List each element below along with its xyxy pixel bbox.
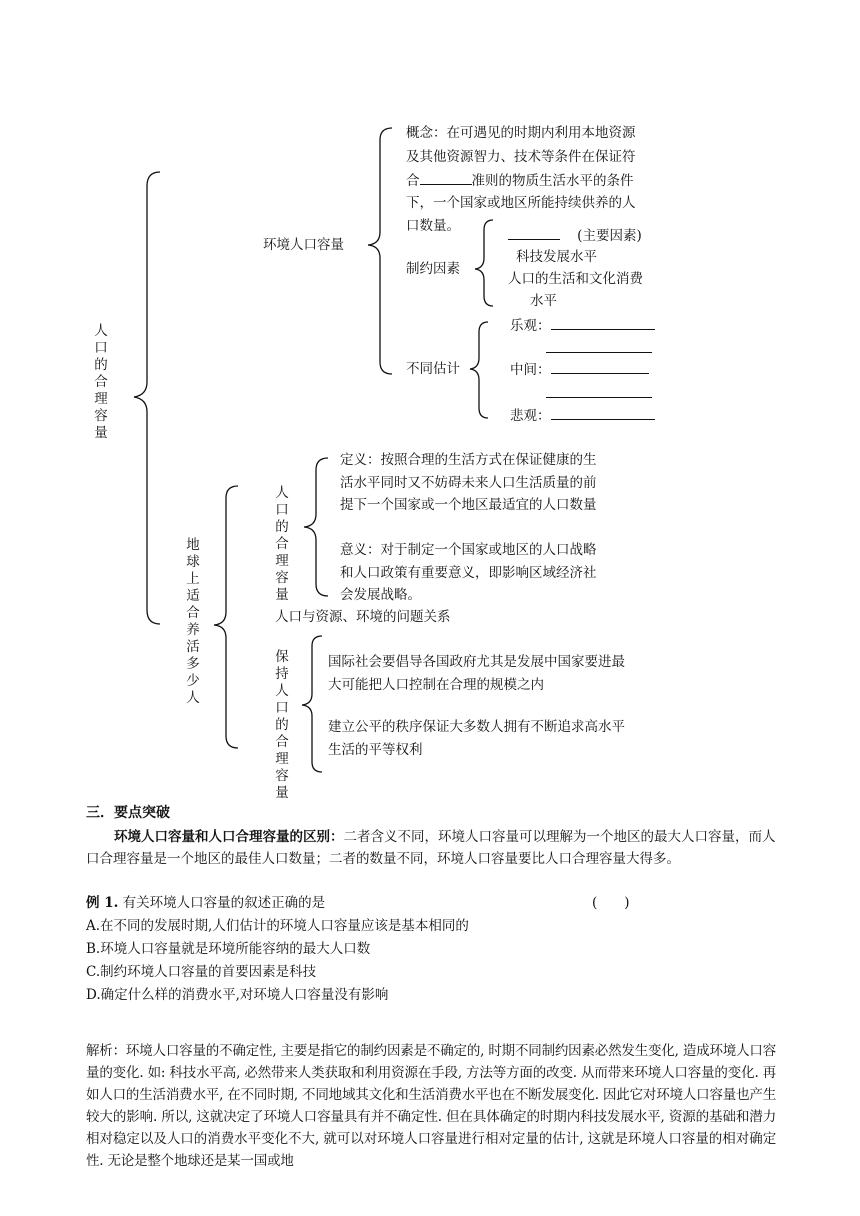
keep-line-4: 生活的平等权利 <box>328 742 423 758</box>
definition-line-3: 提下一个国家或一个地区最适宜的人口数量 <box>340 497 597 513</box>
root-brace <box>134 172 160 624</box>
estimate-optimistic-blank <box>551 315 655 330</box>
example-question-text: 有关环境人口容量的叙述正确的是 <box>122 895 326 911</box>
keep-line-1: 国际社会要倡导各国政府尤其是发展中国家要进最 <box>328 654 625 670</box>
concept-line-4: 下，一个国家或地区所能持续供养的人 <box>406 195 636 211</box>
estimate-middle-label: 中间： <box>510 362 551 378</box>
constraint-consumption-2: 水平 <box>530 293 557 309</box>
keep-line-2: 大可能把人口控制在合理的规模之内 <box>328 677 544 693</box>
option-d: D.确定什么样的消费水平,对环境人口容量没有影响 <box>86 987 389 1003</box>
option-c: C.制约环境人口容量的首要因素是科技 <box>86 964 317 980</box>
estimate-optimistic-blank-2 <box>546 338 652 359</box>
root-label: 人口的合理容量 <box>94 323 108 441</box>
concept-line-2: 及其他资源智力、技术等条件在保证符 <box>406 149 636 165</box>
difference-text: 二者含义不同，环境人口容量可以理解为一个地区的最大人口容量，而人口合理容量是一个地区的最佳人口数量；二者的数量不同，环境人口容量要比人口合理容量大得多。 <box>86 829 776 867</box>
estimate-pessimistic-label: 悲观： <box>510 408 551 424</box>
section-heading: 三．要点突破 <box>86 805 170 821</box>
concept-prefix: 合 <box>406 173 420 189</box>
difference-paragraph <box>86 826 776 870</box>
earth-label: 地球上适合养活多少人 <box>186 537 200 706</box>
meaning-line-3: 会发展战略。 <box>340 587 421 603</box>
meaning-line-1: 意义：对于制定一个国家或地区的人口战略 <box>340 542 597 558</box>
relation-label: 人口与资源、环境的问题关系 <box>275 609 451 625</box>
constraint-blank <box>508 225 560 240</box>
example-question <box>86 893 325 913</box>
analysis-paragraph: 解析：环境人口容量的不确定性, 主要是指它的制约因素是不确定的, 时期不同制约因素必然发生变化, 造成环境人口容量的变化. 如: 科技水平高, 必然带来人类获取和利用资源在手段, 方法等方面的改变. 从而带来环境人口容量的变化. 再如人口的生活消费水平, 在不同时期, 不同地域其文化和生活消费水平也在不断发展变化. 因此它对环境人口容量也产生较大的影响. 所以, 这就决定了环境人口容量具有并不确定性. 但在具体确定的时期内科技发展水平, 资源的基础和潜力相对稳定以及人口的消费水平变化不大, 就可以对环境人口容量进行相对定量的估计, 这就是环境人口容量的相对确定性. 无论是整个地球还是某一国或地 <box>86 1043 776 1169</box>
answer-paren: ( ) <box>592 895 630 911</box>
estimate-middle-blank-2 <box>546 383 652 404</box>
constraint-main <box>508 225 642 246</box>
env-capacity-label: 环境人口容量 <box>263 237 344 253</box>
keep-label: 保持人口的合理容量 <box>275 649 289 801</box>
estimate-middle <box>510 359 649 380</box>
estimate-optimistic-blank-line <box>546 338 652 353</box>
definition-line-2: 活水平同时又不妨碍未来人口生活质量的前 <box>340 475 597 491</box>
concept-blank <box>420 170 472 185</box>
definition-line-1: 定义：按照合理的生活方式在保证健康的生 <box>340 452 597 468</box>
earth-brace <box>214 486 238 748</box>
estimate-pessimistic <box>510 405 655 426</box>
estimate-pessimistic-blank <box>551 405 655 420</box>
env-brace <box>368 128 392 374</box>
reasonable-brace <box>304 458 328 596</box>
option-b: B.环境人口容量就是环境所能容纳的最大人口数 <box>86 941 371 957</box>
reasonable-label: 人口的合理容量 <box>275 485 289 603</box>
concept-line-3-text: 准则的物质生活水平的条件 <box>471 173 634 189</box>
concept-line-5: 口数量。 <box>406 218 460 234</box>
keep-brace <box>302 636 322 772</box>
example-label: 例 1. <box>86 895 119 911</box>
estimates-label: 不同估计 <box>406 361 460 377</box>
option-a: A.在不同的发展时期,人们估计的环境人口容量应该是基本相同的 <box>86 918 469 934</box>
constraint-main-text: (主要因素) <box>577 228 642 244</box>
meaning-line-2: 和人口政策有重要意义，即影响区域经济社 <box>340 565 597 581</box>
estimate-middle-blank <box>551 359 649 374</box>
estimate-optimistic <box>510 315 655 336</box>
constraints-label: 制约因素 <box>406 261 460 277</box>
estimate-brace <box>470 322 488 418</box>
concept-line-3 <box>406 170 634 191</box>
estimate-middle-blank-line <box>546 383 652 398</box>
constraint-brace <box>475 220 493 306</box>
estimate-optimistic-label: 乐观： <box>510 318 551 334</box>
constraint-consumption: 人口的生活和文化消费 <box>508 271 643 287</box>
keep-line-3: 建立公平的秩序保证大多数人拥有不断追求高水平 <box>328 719 625 735</box>
constraint-tech: 科技发展水平 <box>516 249 597 265</box>
difference-label: 环境人口容量和人口合理容量的区别： <box>114 829 344 845</box>
concept-line-1: 概念：在可遇见的时期内利用本地资源 <box>406 125 636 141</box>
